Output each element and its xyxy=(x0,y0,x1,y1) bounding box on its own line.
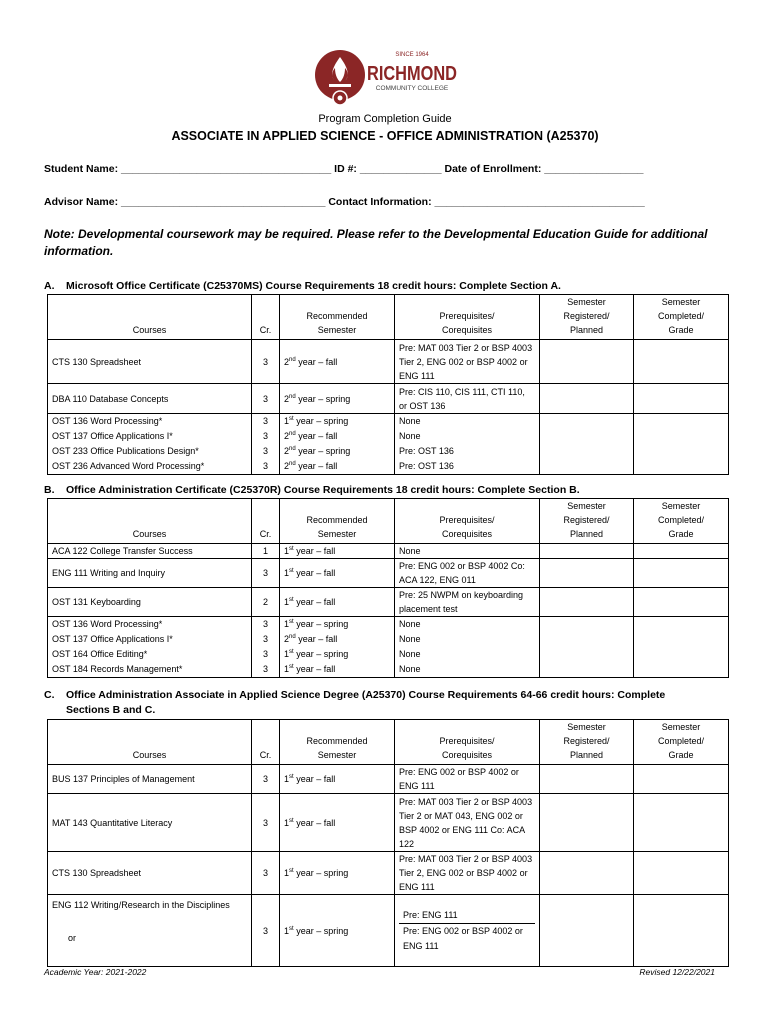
table-row-group xyxy=(48,617,729,678)
table-row xyxy=(48,544,729,559)
section-a-heading xyxy=(44,279,561,294)
semester-completed-cell[interactable] xyxy=(634,588,729,617)
recommended-semester: 1st year – fall xyxy=(280,765,395,794)
course-credits: 1 xyxy=(252,544,280,559)
semester-completed-cell[interactable] xyxy=(634,340,729,384)
prerequisites: Pre: ENG 002 or BSP 4002 or ENG 111 xyxy=(395,765,540,794)
course-credits: 3 xyxy=(252,559,280,588)
recommended-semester: 2nd year – spring xyxy=(280,384,395,414)
section-letter: B. xyxy=(44,484,55,496)
semester-registered-cell[interactable] xyxy=(540,852,634,895)
semester-completed-cell[interactable] xyxy=(634,384,729,414)
section-title: Office Administration Associate in Applied Science Degree (A25370) Course Requirements 64-66 credit hours: Complete xyxy=(66,689,666,701)
semester-completed-cell[interactable] xyxy=(634,852,729,895)
semester-registered-cell[interactable] xyxy=(540,414,634,475)
course-credits: 3 xyxy=(252,340,280,384)
college-logo xyxy=(312,44,462,110)
course-name: OST 184 Records Management* xyxy=(52,664,183,674)
course-name: OST 164 Office Editing* xyxy=(52,649,148,659)
course-name: OST 136 Word Processing* xyxy=(52,619,163,629)
recommended-semester: 2nd year – fall xyxy=(280,340,395,384)
semester-registered-cell[interactable] xyxy=(540,765,634,794)
course-name: OST 131 Keyboarding xyxy=(48,588,252,617)
recommended-semester: 1st year – fall xyxy=(280,559,395,588)
footer-academic-year: Academic Year: 2021-2022 xyxy=(44,967,147,977)
semester-registered-cell[interactable] xyxy=(540,794,634,852)
table-row xyxy=(48,559,729,588)
header-courses: Courses xyxy=(48,499,252,544)
course-name: CTS 130 Spreadsheet xyxy=(48,340,252,384)
section-letter: C. xyxy=(44,689,55,701)
course-credits-group: 3 3 3 3 xyxy=(252,414,280,475)
course-name: MAT 143 Quantitative Literacy xyxy=(48,794,252,852)
prerequisites-group: None None Pre: OST 136 Pre: OST 136 xyxy=(395,414,540,475)
header-prerequisites: Prerequisites/ Corequisites xyxy=(395,720,540,765)
course-credits: 2 xyxy=(252,588,280,617)
course-credits: 3 xyxy=(252,794,280,852)
semester-registered-cell[interactable] xyxy=(540,617,634,678)
recommended-semester: 1st year – fall xyxy=(280,794,395,852)
semester-registered-cell[interactable] xyxy=(540,384,634,414)
footer-revised-date: Revised 12/22/2021 xyxy=(639,967,715,977)
course-name: ACA 122 College Transfer Success xyxy=(48,544,252,559)
header-completed: Semester Completed/ Grade xyxy=(634,720,729,765)
recommended-semester: 1st year – spring xyxy=(280,895,395,967)
page-subtitle: Program Completion Guide xyxy=(318,113,452,125)
header-credits: Cr. xyxy=(252,295,280,340)
header-credits: Cr. xyxy=(252,499,280,544)
section-c-heading xyxy=(44,688,665,718)
recommended-semester: 1st year – fall xyxy=(280,588,395,617)
header-credits: Cr. xyxy=(252,720,280,765)
logo-name: RICHMOND xyxy=(367,63,457,85)
header-prerequisites: Prerequisites/ Corequisites xyxy=(395,295,540,340)
semester-registered-cell[interactable] xyxy=(540,340,634,384)
header-completed: Semester Completed/ Grade xyxy=(634,499,729,544)
course-credits: 3 xyxy=(252,384,280,414)
prerequisites: Pre: ENG 002 or BSP 4002 Co: ACA 122, ENG 011 xyxy=(395,559,540,588)
section-title: Microsoft Office Certificate (C25370MS) Course Requirements 18 credit hours: Complete Section A. xyxy=(66,280,561,292)
header-prerequisites: Prerequisites/ Corequisites xyxy=(395,499,540,544)
semester-completed-cell[interactable] xyxy=(634,617,729,678)
semester-completed-cell[interactable] xyxy=(634,414,729,475)
header-registered: Semester Registered/ Planned xyxy=(540,720,634,765)
section-title: Office Administration Certificate (C25370R) Course Requirements 18 credit hours: Complete Section B. xyxy=(66,484,580,496)
header-recommended: Recommended Semester xyxy=(280,720,395,765)
prerequisites: None xyxy=(395,544,540,559)
semester-registered-cell[interactable] xyxy=(540,588,634,617)
table-row xyxy=(48,895,729,967)
semester-registered-cell[interactable] xyxy=(540,895,634,967)
section-title-cont: Sections B and C. xyxy=(66,704,156,716)
prerequisites: Pre: 25 NWPM on keyboarding placement test xyxy=(395,588,540,617)
table-row xyxy=(48,794,729,852)
course-name: CTS 130 Spreadsheet xyxy=(48,852,252,895)
course-name: OST 136 Word Processing* xyxy=(52,416,163,426)
recommended-semester-group: 1st year – spring 2nd year – fall 1st year – spring 1st year – fall xyxy=(280,617,395,678)
page-title: ASSOCIATE IN APPLIED SCIENCE - OFFICE ADMINISTRATION (A25370) xyxy=(171,129,599,143)
section-b-heading xyxy=(44,483,580,498)
table-row xyxy=(48,765,729,794)
section-a-table xyxy=(47,294,729,475)
header-registered: Semester Registered/ Planned xyxy=(540,499,634,544)
table-row xyxy=(48,852,729,895)
table-row xyxy=(48,588,729,617)
course-name-group xyxy=(48,414,252,475)
semester-completed-cell[interactable] xyxy=(634,544,729,559)
prerequisites-group: None None None None xyxy=(395,617,540,678)
course-credits: 3 xyxy=(252,895,280,967)
recommended-semester-group: 1st year – spring 2nd year – fall 2nd year – spring 2nd year – fall xyxy=(280,414,395,475)
prerequisites: Pre: CIS 110, CIS 111, CTI 110, or OST 136 xyxy=(395,384,540,414)
semester-completed-cell[interactable] xyxy=(634,895,729,967)
logo-since: SINCE 1964 xyxy=(395,52,429,58)
course-credits: 3 xyxy=(252,765,280,794)
course-credits: 3 xyxy=(252,852,280,895)
course-name-group xyxy=(48,617,252,678)
course-name: ENG 112 Writing/Research in the Disciplines or xyxy=(48,895,252,967)
course-credits-group: 3 3 3 3 xyxy=(252,617,280,678)
recommended-semester: 1st year – spring xyxy=(280,852,395,895)
prerequisites: Pre: MAT 003 Tier 2 or BSP 4003 Tier 2, ENG 002 or BSP 4002 or ENG 111 xyxy=(395,340,540,384)
semester-completed-cell[interactable] xyxy=(634,765,729,794)
course-name: DBA 110 Database Concepts xyxy=(48,384,252,414)
course-name: OST 233 Office Publications Design* xyxy=(52,446,199,456)
course-name: OST 137 Office Applications I* xyxy=(52,431,173,441)
course-name: ENG 111 Writing and Inquiry xyxy=(48,559,252,588)
logo-sub: COMMUNITY COLLEGE xyxy=(375,85,449,92)
section-c-table xyxy=(47,719,729,967)
section-b-table xyxy=(47,498,729,678)
table-row-group xyxy=(48,414,729,475)
semester-registered-cell[interactable] xyxy=(540,559,634,588)
student-name-field[interactable]: Student Name: ____________________________________ ID #: ______________ Date of Enrollment: _________________ xyxy=(44,163,644,175)
course-name: OST 137 Office Applications I* xyxy=(52,634,173,644)
table-row xyxy=(48,384,729,414)
prerequisites: Pre: MAT 003 Tier 2 or BSP 4003 Tier 2 or MAT 043, ENG 002 or BSP 4002 or ENG 111 Co: ACA 122 xyxy=(395,794,540,852)
header-courses: Courses xyxy=(48,720,252,765)
header-recommended: Recommended Semester xyxy=(280,499,395,544)
semester-registered-cell[interactable] xyxy=(540,544,634,559)
header-recommended: Recommended Semester xyxy=(280,295,395,340)
header-courses: Courses xyxy=(48,295,252,340)
header-registered: Semester Registered/ Planned xyxy=(540,295,634,340)
advisor-name-field[interactable]: Advisor Name: ___________________________________ Contact Information: ____________________________________ xyxy=(44,196,645,208)
recommended-semester: 1st year – fall xyxy=(280,544,395,559)
course-name: BUS 137 Principles of Management xyxy=(48,765,252,794)
prerequisites: Pre: ENG 111 Pre: ENG 002 or BSP 4002 or ENG 111 xyxy=(395,895,540,967)
developmental-note: Note: Developmental coursework may be required. Please refer to the Developmental Education Guide for additional information. xyxy=(44,227,708,258)
section-letter: A. xyxy=(44,280,55,292)
course-name: OST 236 Advanced Word Processing* xyxy=(52,461,205,471)
table-row xyxy=(48,340,729,384)
prerequisites: Pre: MAT 003 Tier 2 or BSP 4003 Tier 2, ENG 002 or BSP 4002 or ENG 111 xyxy=(395,852,540,895)
semester-completed-cell[interactable] xyxy=(634,559,729,588)
semester-completed-cell[interactable] xyxy=(634,794,729,852)
header-completed: Semester Completed/ Grade xyxy=(634,295,729,340)
